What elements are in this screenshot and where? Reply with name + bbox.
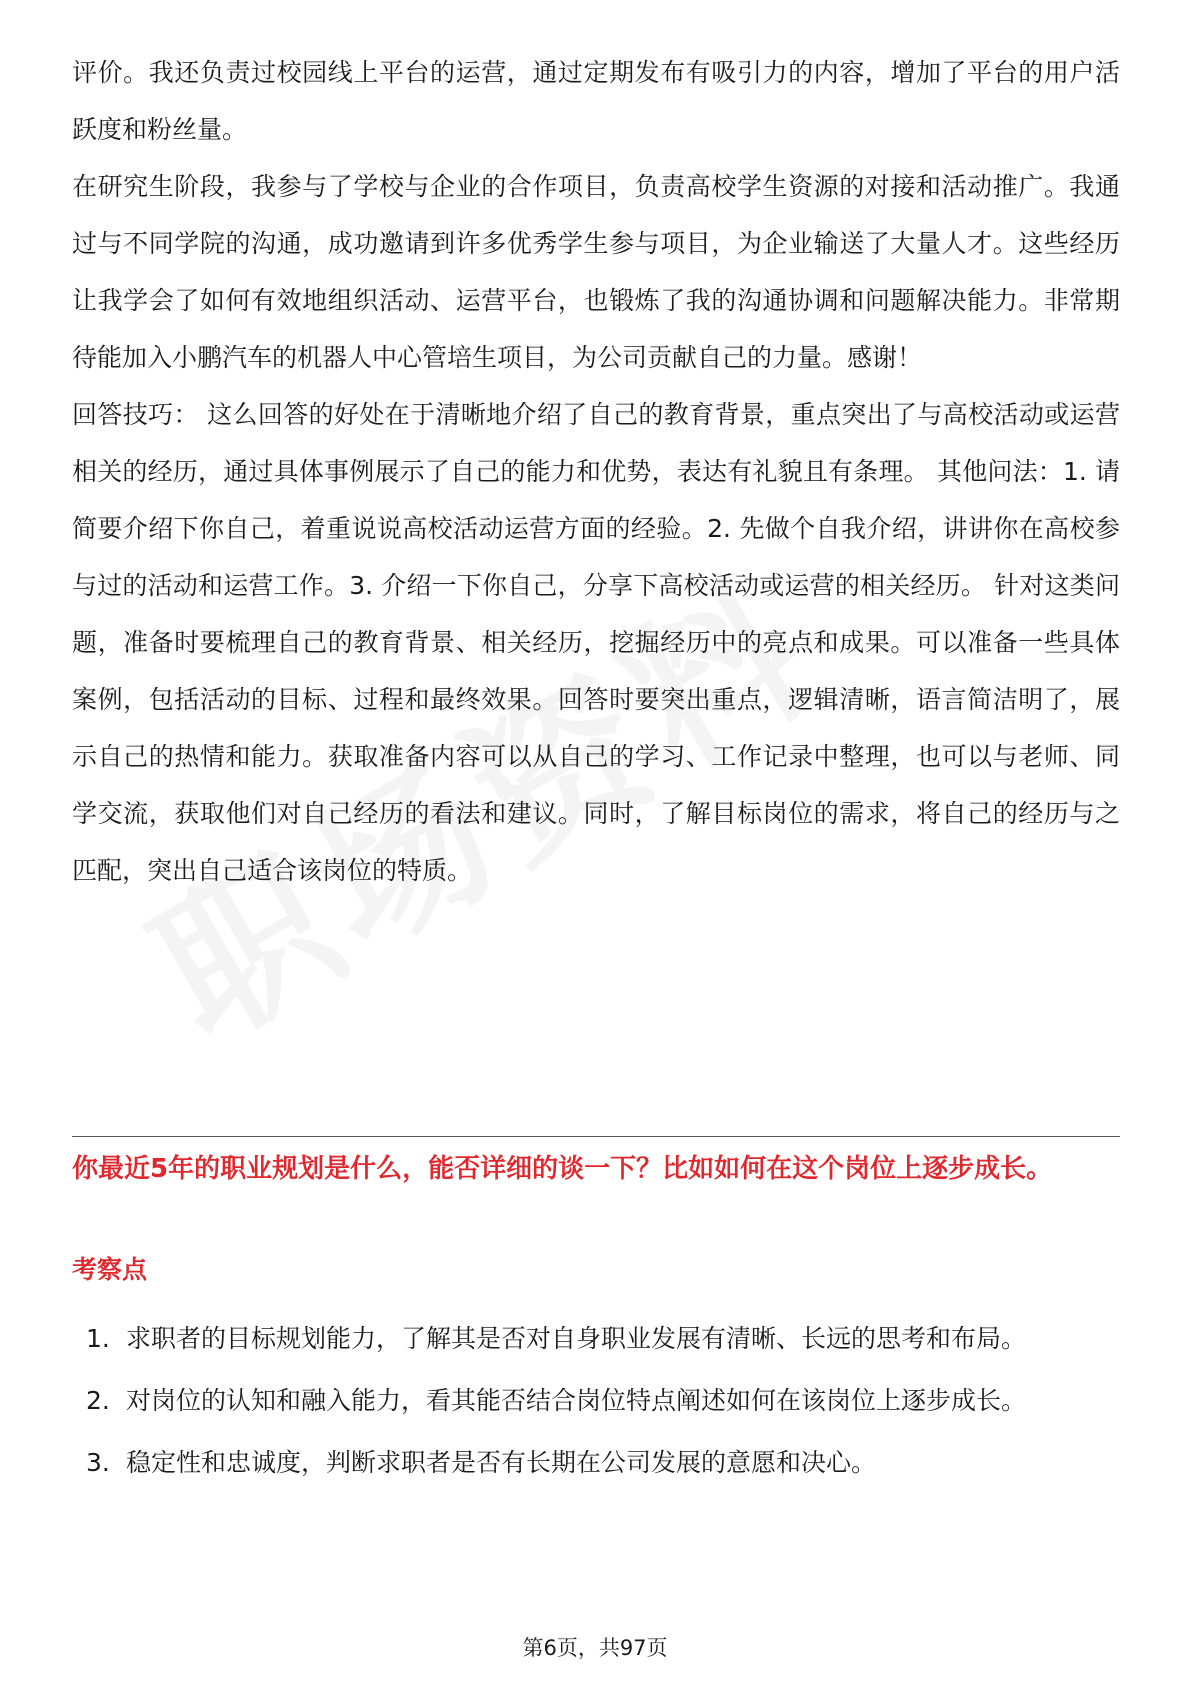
assessment-points-list bbox=[72, 1310, 1120, 1496]
list-item-number: 3. bbox=[86, 1448, 110, 1477]
paragraph-1: 评价。我还负责过校园线上平台的运营，通过定期发布有吸引力的内容，增加了平台的用户活跃度和粉丝量。 bbox=[72, 58, 1120, 144]
page-number-footer: 第6页，共97页 bbox=[522, 1636, 668, 1660]
question-heading: 你最近5年的职业规划是什么，能否详细的谈一下？比如如何在这个岗位上逐步成长。 bbox=[72, 1154, 1053, 1184]
body-text bbox=[72, 44, 1120, 899]
section-divider bbox=[72, 1136, 1120, 1137]
list-item-number: 2. bbox=[86, 1386, 110, 1415]
section-title-assessment-points: 考察点 bbox=[72, 1255, 148, 1284]
list-item-text: 对岗位的认知和融入能力，看其能否结合岗位特点阐述如何在该岗位上逐步成长。 bbox=[126, 1386, 1027, 1415]
list-item-number: 1. bbox=[86, 1324, 110, 1353]
list-item-text: 求职者的目标规划能力，了解其是否对自身职业发展有清晰、长远的思考和布局。 bbox=[126, 1324, 1027, 1353]
paragraph-2: 在研究生阶段，我参与了学校与企业的合作项目，负责高校学生资源的对接和活动推广。我通过与不同学院的沟通，成功邀请到许多优秀学生参与项目，为企业输送了大量人才。这些经历让我学会了如何有效地组织活动、运营平台，也锻炼了我的沟通协调和问题解决能力。非常期待能加入小鹏汽车的机器人中心管培生项目，为公司贡献自己的力量。感谢！ bbox=[72, 172, 1120, 372]
list-item bbox=[72, 1372, 1120, 1429]
paragraph-answer-tips: 回答技巧： 这么回答的好处在于清晰地介绍了自己的教育背景，重点突出了与高校活动或运营相关的经历，通过具体事例展示了自己的能力和优势，表达有礼貌且有条理。 其他问法：1. 请简要介绍下你自己，着重说说高校活动运营方面的经验。2. 先做个自我介绍，讲讲你在高校参与过的活动和运营工作。3. 介绍一下你自己，分享下高校活动或运营的相关经历。 针对这类问题，准备时要梳理自己的教育背景、相关经历，挖掘经历中的亮点和成果。可以准备一些具体案例，包括活动的目标、过程和最终效果。回答时要突出重点，逻辑清晰，语言简洁明了，展示自己的热情和能力。获取准备内容可以从自己的学习、工作记录中整理，也可以与老师、同学交流，获取他们对自己经历的看法和建议。同时，了解目标岗位的需求，将自己的经历与之匹配，突出自己适合该岗位的特质。 bbox=[72, 400, 1120, 885]
list-item-text: 稳定性和忠诚度，判断求职者是否有长期在公司发展的意愿和决心。 bbox=[126, 1448, 877, 1477]
list-item bbox=[72, 1310, 1120, 1367]
list-item bbox=[72, 1434, 1120, 1491]
